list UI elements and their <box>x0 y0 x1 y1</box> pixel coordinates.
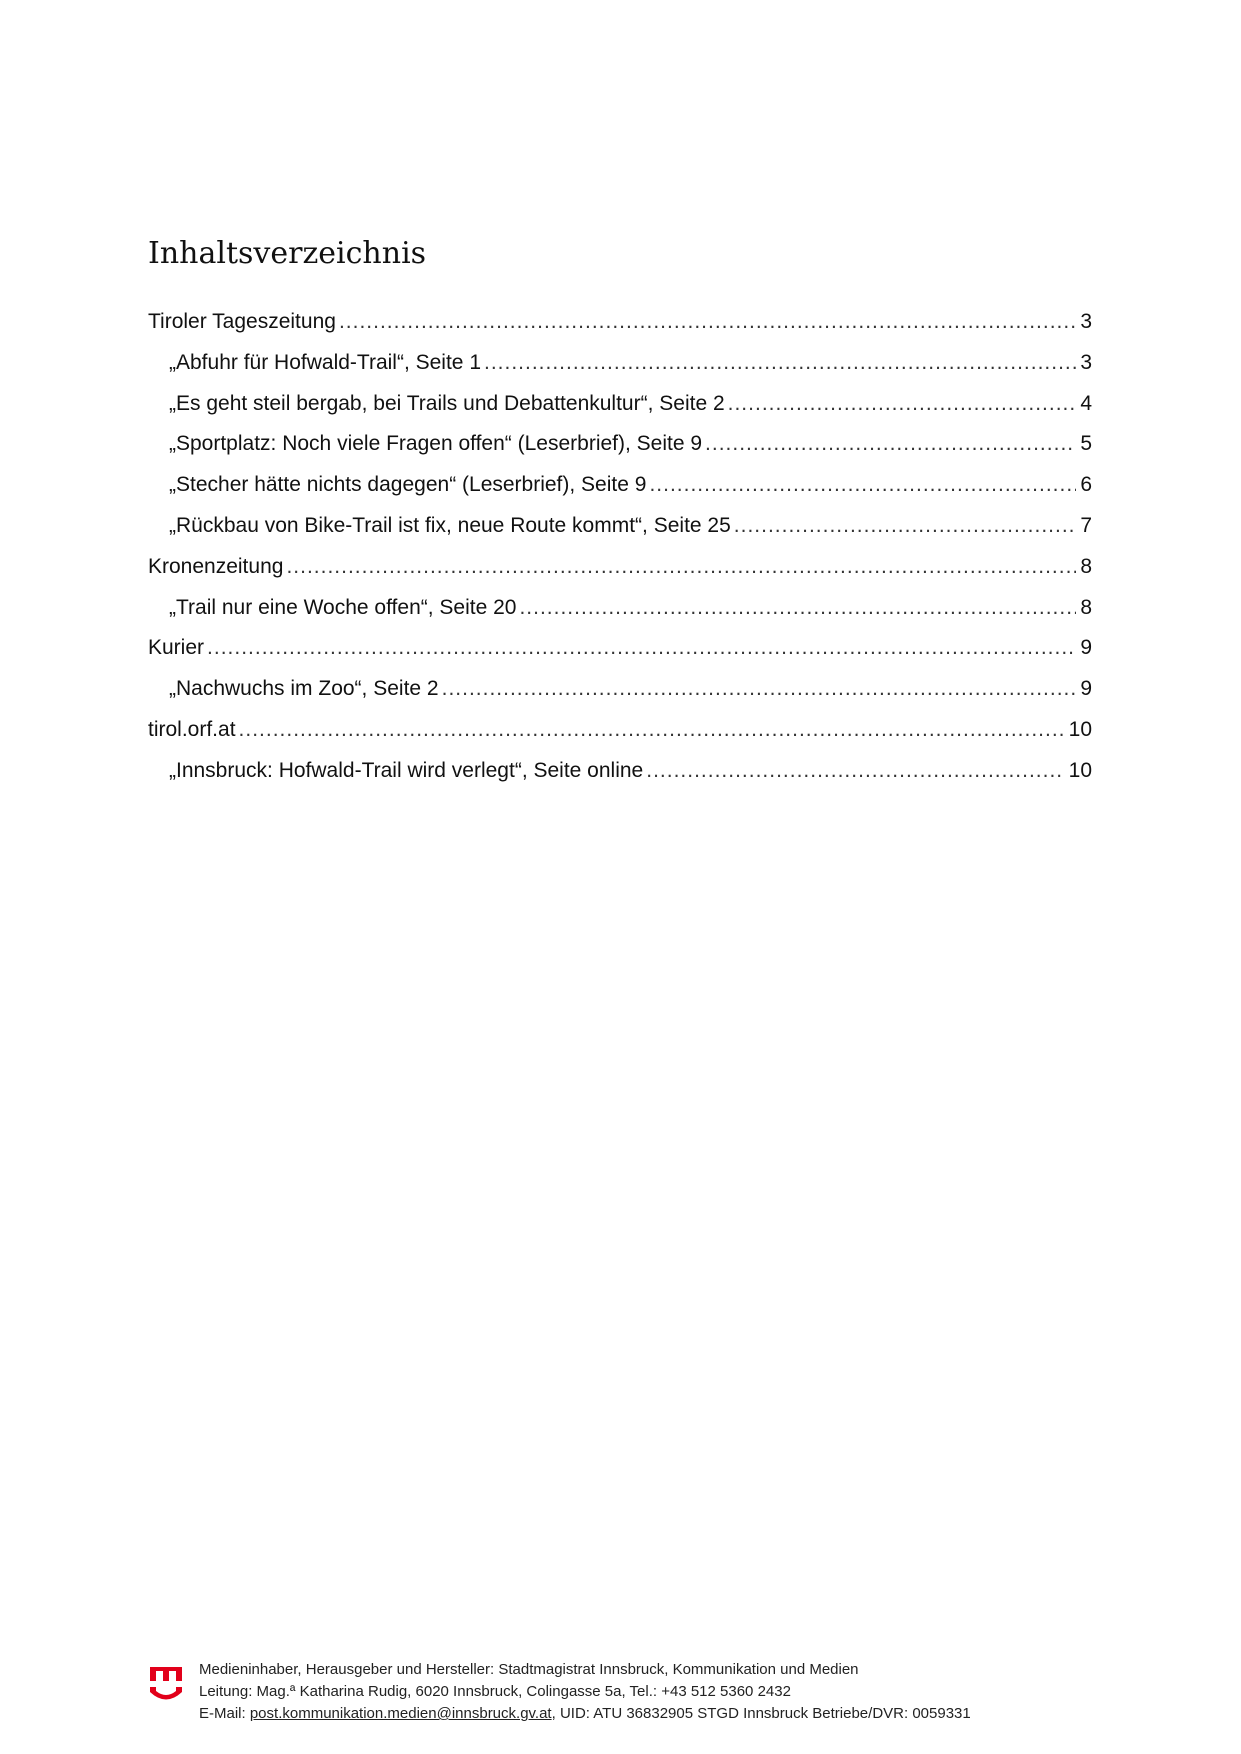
toc-dot-leader <box>519 588 1076 629</box>
toc-dot-leader <box>646 751 1064 792</box>
toc-section-entry[interactable] <box>148 302 1092 343</box>
toc-entry-text: „Stecher hätte nichts dagegen“ (Leserbrief), Seite 9 <box>169 473 647 497</box>
footer-line-management: Leitung: Mag.ª Katharina Rudig, 6020 Innsbruck, Colingasse 5a, Tel.: +43 512 5360 2432 <box>199 1683 791 1700</box>
toc-dot-leader <box>339 302 1076 343</box>
footer-email-link[interactable]: post.kommunikation.medien@innsbruck.gv.at <box>249 1705 552 1722</box>
toc-entry-text: tirol.orf.at <box>148 717 236 741</box>
toc-dot-leader <box>484 343 1076 384</box>
toc-entry-text: Kronenzeitung <box>148 554 284 578</box>
toc-page-number: 9 <box>1080 636 1092 660</box>
footer-uid-dvr: , UID: ATU 36832905 STGD Innsbruck Betriebe/DVR: 0059331 <box>551 1705 971 1722</box>
toc-dot-leader <box>442 669 1076 710</box>
toc-page-number: 5 <box>1080 432 1092 456</box>
toc-page-number: 10 <box>1068 717 1092 741</box>
toc-article-entry[interactable] <box>148 465 1092 506</box>
toc-article-entry[interactable] <box>148 424 1092 465</box>
toc-article-entry[interactable] <box>148 343 1092 384</box>
footer <box>149 1659 1089 1739</box>
toc-section-entry[interactable] <box>148 628 1092 669</box>
toc-dot-leader <box>728 384 1076 425</box>
toc-entry-text: „Trail nur eine Woche offen“, Seite 20 <box>169 595 517 619</box>
footer-imprint <box>199 1659 971 1725</box>
toc-dot-leader <box>649 465 1076 506</box>
toc-dot-leader <box>286 547 1076 588</box>
footer-line-publisher: Medieninhaber, Herausgeber und Hersteller: Stadtmagistrat Innsbruck, Kommunikation und Medien <box>199 1661 859 1678</box>
toc-entry-text: Tiroler Tageszeitung <box>148 310 336 333</box>
toc-entry-text: Kurier <box>148 636 205 660</box>
toc-page-number: 8 <box>1080 595 1092 619</box>
toc-page-number: 6 <box>1080 473 1092 497</box>
footer-email-label: E-Mail: <box>199 1705 250 1722</box>
toc-article-entry[interactable] <box>148 506 1092 547</box>
toc-page-number: 3 <box>1080 310 1092 333</box>
toc-dot-leader <box>734 506 1076 547</box>
toc-page-number: 7 <box>1080 513 1092 537</box>
innsbruck-city-emblem-icon <box>149 1665 183 1703</box>
toc-entry-text: „Nachwuchs im Zoo“, Seite 2 <box>169 677 439 701</box>
toc-list <box>148 302 1092 792</box>
toc-title: Inhaltsverzeichnis <box>148 236 427 271</box>
toc-entry-text: „Innsbruck: Hofwald-Trail wird verlegt“, Seite online <box>169 758 644 782</box>
toc-dot-leader <box>207 628 1076 669</box>
toc-section-entry[interactable] <box>148 547 1092 588</box>
toc-page-number: 10 <box>1068 758 1092 782</box>
toc-article-entry[interactable] <box>148 588 1092 629</box>
toc-page-number: 9 <box>1080 677 1092 701</box>
toc-article-entry[interactable] <box>148 669 1092 710</box>
toc-page-number: 4 <box>1080 391 1092 415</box>
toc-dot-leader <box>239 710 1065 751</box>
toc-section-entry[interactable] <box>148 710 1092 751</box>
footer-line-contact <box>199 1703 971 1725</box>
toc-page-number: 8 <box>1080 554 1092 578</box>
toc-article-entry[interactable] <box>148 384 1092 425</box>
toc-entry-text: „Rückbau von Bike-Trail ist fix, neue Route kommt“, Seite 25 <box>169 513 731 537</box>
toc-entry-text: „Es geht steil bergab, bei Trails und Debattenkultur“, Seite 2 <box>169 391 725 415</box>
toc-page-number: 3 <box>1080 350 1092 374</box>
toc-entry-text: „Sportplatz: Noch viele Fragen offen“ (Leserbrief), Seite 9 <box>169 432 703 456</box>
toc-article-entry[interactable] <box>148 751 1092 792</box>
toc-dot-leader <box>705 424 1076 465</box>
toc-entry-text: „Abfuhr für Hofwald-Trail“, Seite 1 <box>169 350 481 374</box>
